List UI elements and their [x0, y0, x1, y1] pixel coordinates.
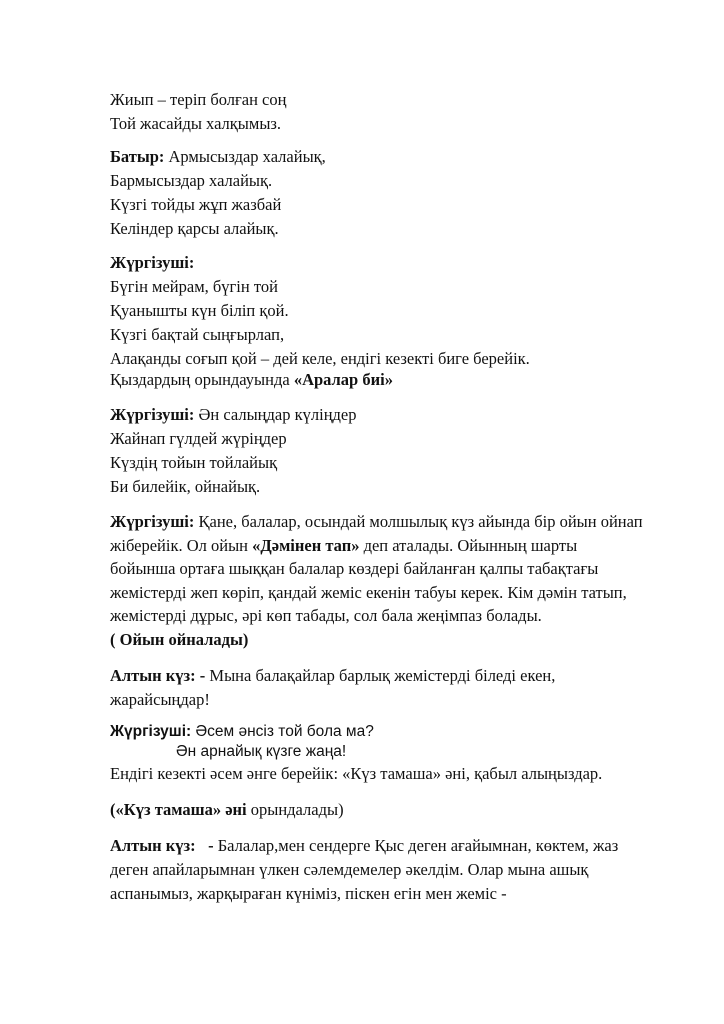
- golden-autumn-speech: Алтын күз: - Балалар,мен сендерге Қыс деген ағайымнан, көктем, жаз деген апайларымнан үлкен сәлемдемелер әкелдім. Олар мына ашық аспанымыз, жарқыраған күніміз, піскен егін мен жеміс -: [110, 836, 619, 903]
- verse-line: Күзгі бақтай сыңғырлап,: [110, 325, 285, 344]
- verse-line: Бүгін мейрам, бүгін той: [110, 277, 278, 296]
- speaker-label: Батыр:: [110, 147, 165, 166]
- verse-line: Би билейік, ойнайық.: [110, 477, 261, 496]
- batyr-verse: [110, 145, 670, 241]
- verse-line: Күздің тойын тойлайық: [110, 453, 278, 472]
- game-title: «Дәмінен тап»: [252, 535, 360, 555]
- presenter-song-intro: [110, 722, 670, 786]
- verse-line: Жайнап гүлдей жүріңдер: [110, 429, 287, 448]
- verse-line: Той жасайды халқымыз.: [110, 114, 282, 133]
- verse-line: Жүргізуші: Әсем әнсіз той бола ма?: [110, 723, 374, 740]
- presenter-verse-2: [110, 403, 670, 499]
- dance-announcement: Қыздардың орындауында «Аралар биі»: [110, 370, 393, 389]
- verse-line: Жүргізуші: Ән салыңдар күліңдер: [110, 405, 357, 424]
- speaker-label: Алтын күз:: [110, 836, 196, 855]
- presenter-verse-1: [110, 251, 670, 371]
- song-title: («Күз тамаша» әні: [110, 800, 247, 819]
- speaker-label: Жүргізуші:: [110, 723, 192, 740]
- verse-line: Ән арнайық күзге жаңа!: [176, 743, 347, 760]
- stage-direction-song: («Күз тамаша» әні орындалады): [110, 800, 344, 819]
- verse-line: Алақанды соғып қой – дей келе, ендігі кезекті биге берейік.: [110, 349, 530, 368]
- stage-direction-game: ( Ойын ойналады): [110, 630, 249, 649]
- verse-line: Күзгі тойды жұп жазбай: [110, 195, 282, 214]
- speaker-label: Жүргізуші:: [110, 253, 195, 272]
- verse-line: Бармысыздар халайық.: [110, 171, 273, 190]
- speaker-label: Жүргізуші:: [110, 512, 195, 531]
- verse-1: [110, 88, 670, 136]
- dance-title: «Аралар биі»: [293, 370, 393, 389]
- verse-line: Қуанышты күн біліп қой.: [110, 301, 289, 320]
- verse-line: Ендігі кезекті әсем әнге берейік: «Күз тамаша» әні, қабыл алыңыздар.: [110, 764, 603, 783]
- golden-autumn-remark: Алтын күз: - Мына балақайлар барлық жемістерді біледі екен, жарайсыңдар!: [110, 666, 556, 709]
- verse-line: Жиып – теріп болған соң: [110, 90, 287, 109]
- verse-line: Батыр: Армысыздар халайық,: [110, 147, 326, 166]
- speaker-label: Жүргізуші:: [110, 405, 195, 424]
- verse-line: Келіндер қарсы алайық.: [110, 219, 279, 238]
- game-description: Жүргізуші: Қане, балалар, осындай молшылық күз айында бір ойын ойнап жіберейік. Ол ойын «Дәмінен тап» деп аталады. Ойынның шарты бойынша ортаға шыққан балалар көздері байланған қалпы табақтағы жемістерді жеп көріп, қандай жеміс екенін табуы керек. Кім дәмін татып, жемістерді дұрыс, әрі көп табады, сол бала жеңімпаз болады.: [110, 512, 643, 625]
- speaker-label: Алтын күз: -: [110, 666, 206, 685]
